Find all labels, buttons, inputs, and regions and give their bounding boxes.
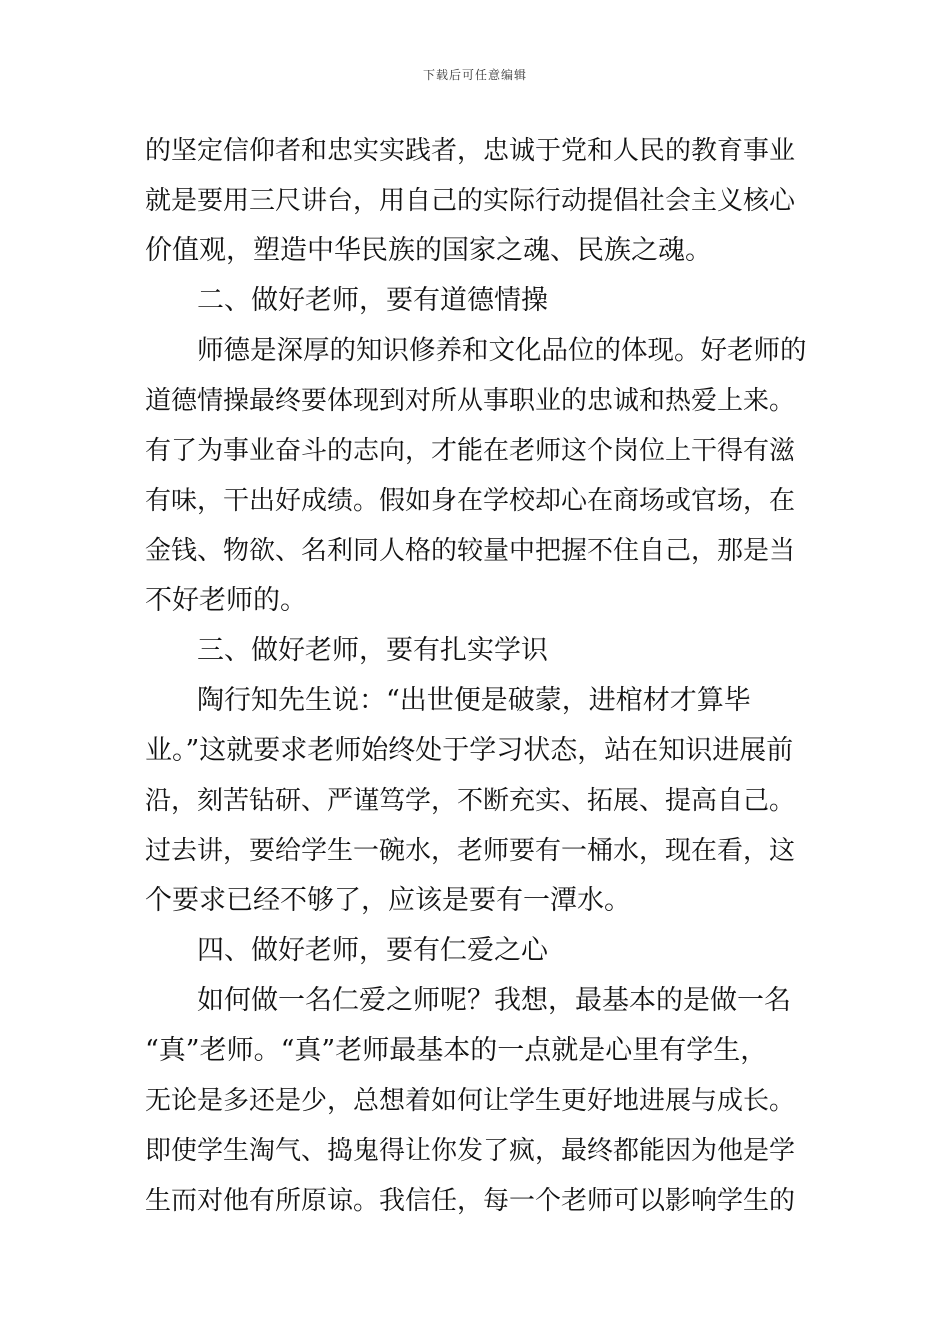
text-line: 的坚定信仰者和忠实实践者，忠诚于党和人民的教育事业: [145, 136, 796, 166]
text-line: 陶行知先生说：“出世便是破蒙，进棺材才算毕: [197, 685, 751, 716]
text-line: 过去讲，要给学生一碗水，老师要有一桶水，现在看，这: [145, 836, 796, 866]
section-heading: 三、做好老师，要有扎实学识: [197, 635, 548, 666]
text-line: 个要求已经不够了，应该是要有一潭水。: [145, 885, 631, 916]
text-line: 金钱、物欲、名利同人格的较量中把握不住自己，那是当: [145, 536, 796, 566]
text-line: 师德是深厚的知识修养和文化品位的体现。好老师的: [197, 335, 807, 366]
text-line: 有味，干出好成绩。假如身在学校却心在商场或官场，在: [145, 486, 796, 516]
page-header: 下载后可任意编辑: [422, 68, 527, 82]
text-line: 价值观，塑造中华民族的国家之魂、民族之魂。: [145, 235, 712, 266]
body-text: [145, 126, 807, 1226]
text-line: 无论是多还是少，总想着如何让学生更好地进展与成长。: [145, 1086, 796, 1116]
text-line: 有了为事业奋斗的志向，才能在老师这个岗位上干得有滋: [145, 436, 796, 466]
text-line: 不好老师的。: [145, 585, 307, 616]
text-line: 如何做一名仁爱之师呢？我想，最基本的是做一名: [197, 985, 791, 1016]
text-line: 业。”这就要求老师始终处于学习状态，站在知识进展前: [145, 735, 794, 766]
section-heading: 四、做好老师，要有仁爱之心: [197, 935, 548, 966]
text-line: 沿，刻苦钻研、严谨笃学，不断充实、拓展、提高自己。: [145, 786, 796, 816]
section-heading: 二、做好老师，要有道德情操: [197, 285, 548, 316]
text-line: “真”老师。“真”老师最基本的一点就是心里有学生，: [145, 1035, 768, 1066]
text-line: 即使学生淘气、捣鬼得让你发了疯，最终都能因为他是学: [145, 1136, 796, 1166]
text-line: 就是要用三尺讲台，用自己的实际行动提倡社会主义核心: [145, 186, 796, 216]
text-line: 道德情操最终要体现到对所从事职业的忠诚和热爱上来。: [145, 386, 796, 416]
text-line: 生而对他有所原谅。我信任，每一个老师可以影响学生的: [145, 1186, 796, 1216]
